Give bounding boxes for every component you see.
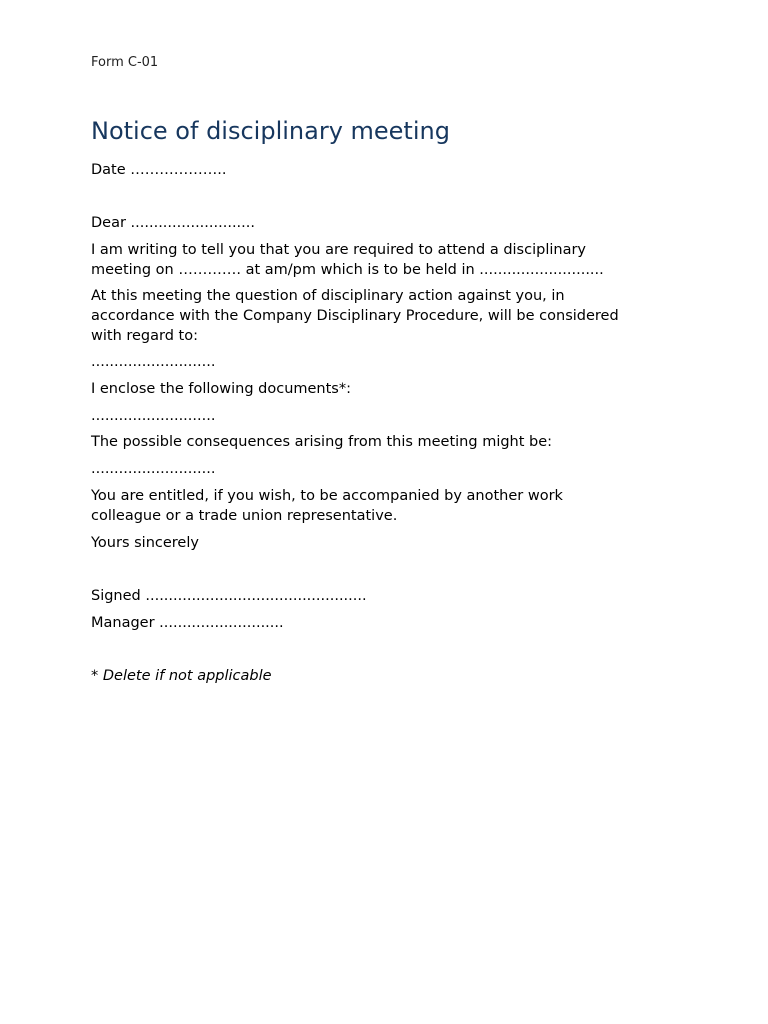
purpose-paragraph-line-3: with regard to: — [91, 328, 198, 344]
consequences-blank-line: ........................... — [91, 461, 216, 477]
salutation: Dear ........................... — [91, 215, 255, 231]
entitlement-paragraph-line-2: colleague or a trade union representative. — [91, 508, 398, 524]
purpose-paragraph — [91, 286, 731, 346]
documents-blank-line: ........................... — [91, 408, 216, 424]
entitlement-paragraph-line-1: You are entitled, if you wish, to be accompanied by another work — [91, 488, 563, 504]
footnote: * Delete if not applicable — [91, 668, 272, 684]
documents-line: I enclose the following documents*: — [91, 381, 352, 397]
consequences-line: The possible consequences arising from this meeting might be: — [91, 434, 553, 450]
meeting-paragraph-line-2: meeting on …………. at am/pm which is to be held in ........................... — [91, 262, 604, 278]
regard-blank-line: ........................... — [91, 354, 216, 370]
date-line: Date ……………….. — [91, 162, 227, 178]
meeting-paragraph — [91, 240, 731, 280]
meeting-paragraph-line-1: I am writing to tell you that you are required to attend a disciplinary — [91, 242, 586, 258]
form-code: Form C-01 — [91, 55, 159, 70]
page-title: Notice of disciplinary meeting — [91, 117, 450, 145]
purpose-paragraph-line-1: At this meeting the question of disciplinary action against you, in — [91, 288, 565, 304]
manager-line: Manager ........................... — [91, 615, 284, 631]
signed-line: Signed ................................................ — [91, 588, 367, 604]
entitlement-paragraph — [91, 486, 731, 526]
closing-line: Yours sincerely — [91, 535, 199, 551]
purpose-paragraph-line-2: accordance with the Company Disciplinary Procedure, will be considered — [91, 308, 619, 324]
